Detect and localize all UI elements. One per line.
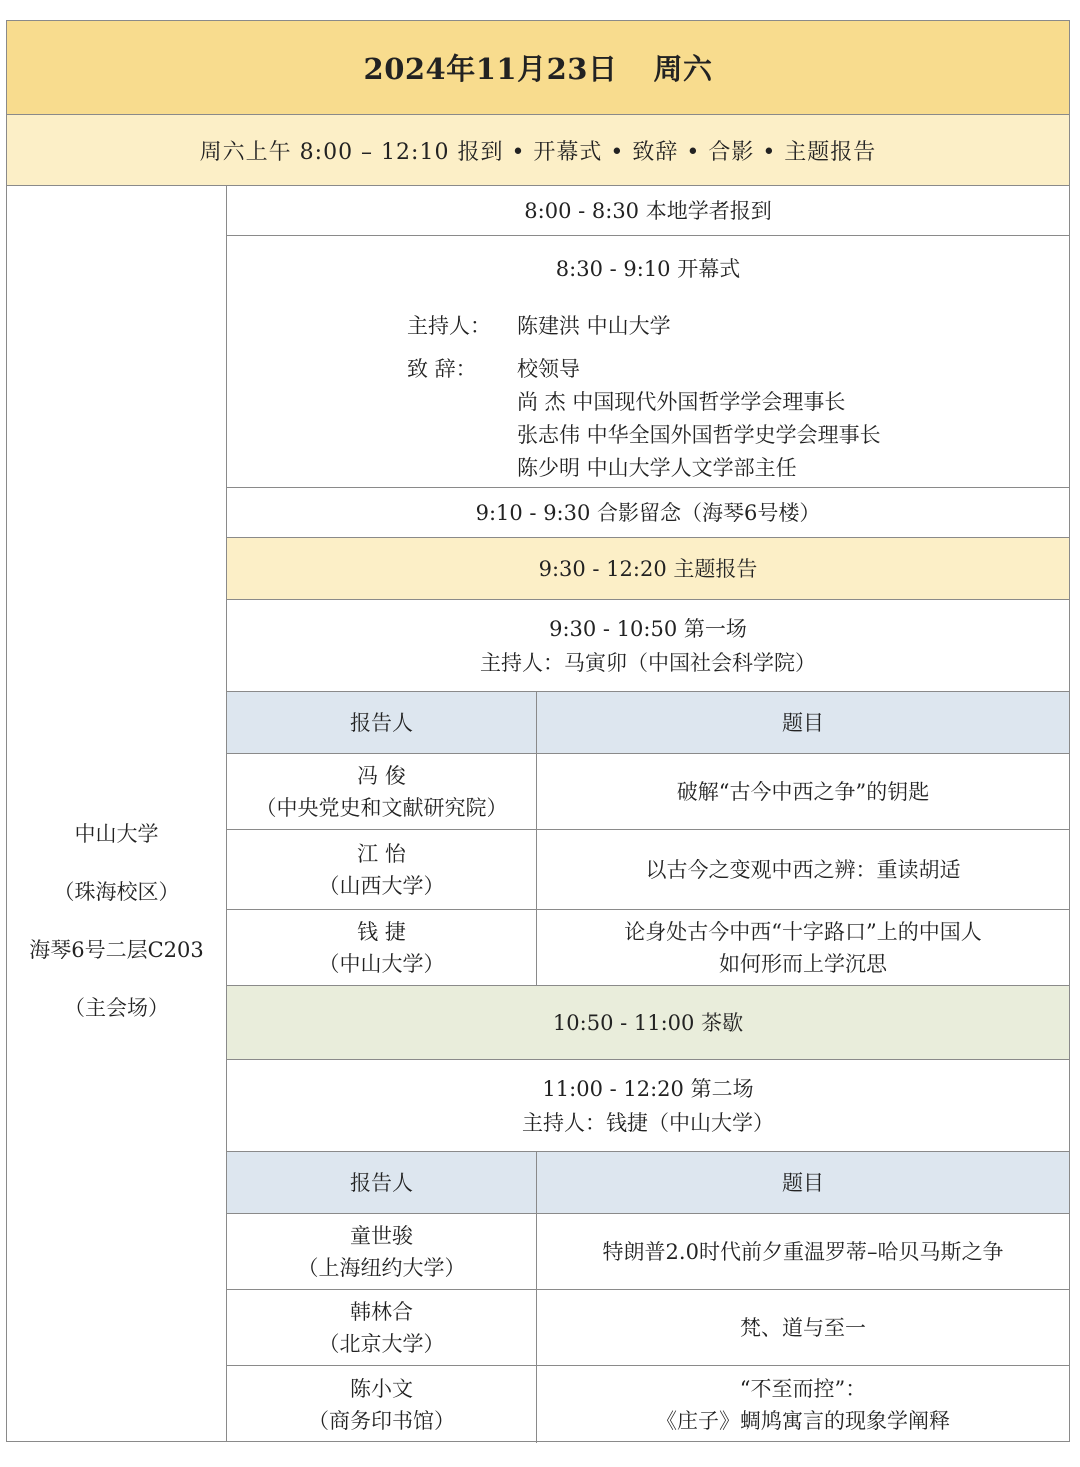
speaker-item: 陈少明 中山大学人文学部主任	[517, 456, 797, 480]
table-row	[227, 830, 1069, 910]
session2-header	[227, 1060, 1069, 1152]
host-label: 主持人：	[407, 314, 491, 338]
session2-title: 11:00 - 12:20 第二场	[542, 1076, 754, 1101]
topic-text-line2: 《庄子》蜩鸠寓言的现象学阐释	[656, 1408, 950, 1433]
speaker-cell	[227, 910, 537, 985]
venue-main-hall: （主会场）	[64, 996, 169, 1020]
date-text: 2024年11月23日	[363, 52, 618, 86]
speaker-org: （商务印书馆）	[308, 1408, 455, 1433]
speaker-cell	[227, 1214, 537, 1289]
speaker-item: 校领导	[517, 357, 580, 381]
speaker-cell	[227, 754, 537, 829]
venue-university: 中山大学	[74, 822, 159, 846]
speaker-line	[407, 419, 881, 452]
topic-text: 特朗普2.0时代前夕重温罗蒂–哈贝马斯之争	[602, 1239, 1004, 1264]
session2-host: 主持人：钱捷（中山大学）	[522, 1110, 774, 1135]
opening-ceremony	[227, 236, 1069, 488]
topic-column-header: 题目	[782, 710, 824, 735]
session2-table-head	[227, 1152, 1069, 1214]
table-row	[227, 1290, 1069, 1366]
speaker-org: （北京大学）	[318, 1331, 445, 1356]
host-name: 陈建洪 中山大学	[517, 314, 671, 338]
speaker-org: （中山大学）	[318, 951, 445, 976]
speaker-cell	[227, 830, 537, 909]
host-line	[407, 310, 881, 343]
speaker-org: （上海纽约大学）	[297, 1255, 466, 1280]
speaker-item: 张志伟 中华全国外国哲学史学会理事长	[517, 423, 881, 447]
registration-row: 8:00 - 8:30 本地学者报到	[227, 186, 1069, 236]
session1-header	[227, 600, 1069, 692]
schedule-table	[6, 20, 1070, 1442]
speaker-org: （中央党史和文献研究院）	[255, 795, 508, 820]
tea-break-row: 10:50 - 11:00 茶歇	[227, 986, 1069, 1060]
table-row	[227, 910, 1069, 986]
venue-campus: （珠海校区）	[53, 880, 180, 904]
speaker-column-header: 报告人	[227, 1152, 537, 1213]
speaker-name: 童世骏	[350, 1223, 413, 1248]
topic-cell	[537, 1290, 1069, 1365]
speaker-name: 韩林合	[350, 1299, 413, 1324]
session1-title: 9:30 - 10:50 第一场	[549, 616, 747, 641]
speaker-name: 钱 捷	[357, 919, 406, 944]
topic-text: 破解“古今中西之争”的钥匙	[676, 779, 930, 804]
speaker-name: 冯 俊	[357, 763, 406, 788]
topic-text: 梵、道与至一	[740, 1315, 866, 1340]
topic-cell	[537, 1366, 1069, 1443]
speaker-cell	[227, 1290, 537, 1365]
morning-summary: 周六上午 8:00 – 12:10 报到 • 开幕式 • 致辞 • 合影 • 主题报告	[7, 115, 1069, 186]
venue-cell	[7, 186, 227, 1441]
topic-cell	[537, 1214, 1069, 1289]
topic-text: 论身处古今中西“十字路口”上的中国人	[624, 919, 982, 944]
table-row	[227, 754, 1069, 830]
speaker-name: 江 怡	[357, 841, 406, 866]
speaker-cell	[227, 1366, 537, 1443]
topic-cell	[537, 910, 1069, 985]
schedule-column	[227, 186, 1069, 1441]
topic-text: “不至而控”：	[739, 1376, 867, 1401]
day-header	[7, 21, 1069, 115]
topic-column-header: 题目	[782, 1170, 824, 1195]
photo-row: 9:10 - 9:30 合影留念（海琴6号楼）	[227, 488, 1069, 538]
table-row	[227, 1214, 1069, 1290]
speaker-line	[407, 452, 881, 485]
speech-label: 致 辞：	[407, 357, 477, 381]
topic-cell	[537, 754, 1069, 829]
topic-cell	[537, 830, 1069, 909]
speaker-org: （山西大学）	[318, 873, 445, 898]
session1-host: 主持人：马寅卯（中国社会科学院）	[480, 650, 816, 675]
speaker-column-header: 报告人	[227, 692, 537, 753]
venue-room: 海琴6号二层C203	[29, 938, 204, 962]
topic-text-line2: 如何形而上学沉思	[719, 951, 887, 976]
speaker-line	[407, 386, 881, 419]
opening-title: 8:30 - 9:10 开幕式	[555, 257, 741, 281]
opening-details	[407, 310, 881, 485]
weekday-text: 周六	[653, 52, 713, 86]
topic-text: 以古今之变观中西之辨：重读胡适	[645, 857, 961, 882]
speaker-name: 陈小文	[350, 1376, 413, 1401]
table-row	[227, 1366, 1069, 1443]
speaker-item: 尚 杰 中国现代外国哲学学会理事长	[517, 390, 846, 414]
session1-table-head	[227, 692, 1069, 754]
keynote-row: 9:30 - 12:20 主题报告	[227, 538, 1069, 600]
speech-line	[407, 353, 881, 386]
